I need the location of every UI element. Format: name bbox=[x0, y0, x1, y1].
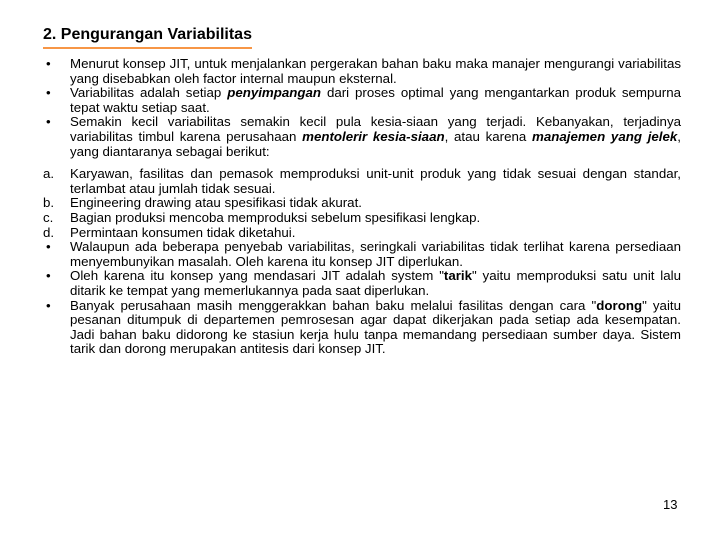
bullet-marker: • bbox=[46, 56, 51, 71]
bullet-marker: • bbox=[46, 114, 51, 130]
bullet-list-causes bbox=[43, 167, 681, 357]
list-item bbox=[43, 240, 681, 269]
bullet-marker: • bbox=[46, 268, 51, 284]
list-item bbox=[43, 167, 681, 196]
body-text: Variabilitas adalah setiap bbox=[70, 85, 228, 101]
list-item bbox=[43, 226, 681, 241]
bullet-list-intro bbox=[43, 57, 681, 159]
list-letter: d. bbox=[43, 224, 55, 240]
list-item-text bbox=[70, 210, 480, 225]
body-text: Karyawan, fasilitas dan pemasok memproduksi unit-unit produk yang tidak sesuai dengan standar, terlambat atau jumlah tidak sesuai. bbox=[70, 166, 681, 196]
list-letter: c. bbox=[43, 209, 54, 225]
slide-content bbox=[43, 57, 681, 357]
body-text: Walaupun ada beberapa penyebab variabilitas, seringkali variabilitas tidak terlihat karena persediaan menyembunyikan masalah. Oleh karena itu konsep JIT diperlukan. bbox=[70, 239, 681, 269]
body-text: " yaitu pesanan ditumpuk di departemen pemrosesan agar dapat dikerjakan pada setiap ada kesempatan. Jadi bahan baku didorong ke stasiun kerja hulu tanpa memandang persediaan sumber daya. Sistem tarik dan dorong merupakan antitesis dari konsep JIT. bbox=[70, 297, 681, 357]
list-item bbox=[43, 86, 681, 115]
body-text: " yaitu memproduksi satu unit lalu ditarik ke tempat yang memerlukannya pada saat diperlukan. bbox=[70, 268, 681, 298]
body-text: Menurut konsep JIT, untuk menjalankan pergerakan bahan baku maka manajer mengurangi variabilitas yang disebabkan oleh factor internal maupun eksternal. bbox=[70, 56, 681, 86]
list-item bbox=[43, 299, 681, 357]
body-text: , yang diantaranya sebagai berikut: bbox=[70, 128, 681, 159]
list-item-text bbox=[70, 239, 681, 269]
emphasis-text: penyimpangan bbox=[227, 85, 322, 101]
bullet-marker: • bbox=[46, 239, 51, 255]
slide-title: 2. Pengurangan Variabilitas bbox=[43, 25, 252, 49]
emphasis-text: mentolerir kesia-siaan bbox=[302, 128, 445, 144]
list-item bbox=[43, 269, 681, 298]
body-text: Engineering drawing atau spesifikasi tidak akurat. bbox=[70, 195, 362, 211]
list-letter: b. bbox=[43, 195, 55, 211]
body-text: dari proses optimal yang mengantarkan produk sempurna tepat waktu setiap saat. bbox=[70, 85, 682, 115]
list-item bbox=[43, 115, 681, 159]
body-text: Semakin kecil variabilitas semakin kecil pula kesia-siaan yang terjadi. Kebanyakan, terjadinya variabilitas timbul karena perusahaan bbox=[70, 114, 681, 144]
list-letter: a. bbox=[43, 166, 55, 182]
list-item-text bbox=[70, 166, 681, 196]
body-text: , atau karena bbox=[444, 128, 533, 144]
body-text: Oleh karena itu konsep yang mendasari JIT adalah system " bbox=[70, 268, 444, 284]
list-item-text bbox=[70, 298, 681, 357]
list-item-text bbox=[70, 268, 681, 298]
list-item-text bbox=[70, 225, 295, 240]
bold-text: tarik bbox=[443, 268, 473, 284]
list-item-text bbox=[70, 56, 681, 86]
bold-text: dorong bbox=[596, 297, 643, 313]
body-text: Bagian produksi mencoba memproduksi sebelum spesifikasi lengkap. bbox=[70, 209, 481, 225]
list-item-text bbox=[70, 85, 681, 115]
list-item bbox=[43, 57, 681, 86]
list-item bbox=[43, 211, 681, 226]
list-item-text bbox=[70, 114, 681, 158]
body-text: Permintaan konsumen tidak diketahui. bbox=[70, 224, 296, 240]
body-text: Banyak perusahaan masih menggerakkan bahan baku melalui fasilitas dengan cara " bbox=[70, 297, 597, 313]
list-item bbox=[43, 196, 681, 211]
bullet-marker: • bbox=[46, 85, 51, 101]
list-item-text bbox=[70, 195, 362, 210]
bullet-marker: • bbox=[46, 297, 51, 313]
emphasis-text: manajemen yang jelek bbox=[532, 128, 678, 144]
page-number: 13 bbox=[663, 497, 678, 512]
